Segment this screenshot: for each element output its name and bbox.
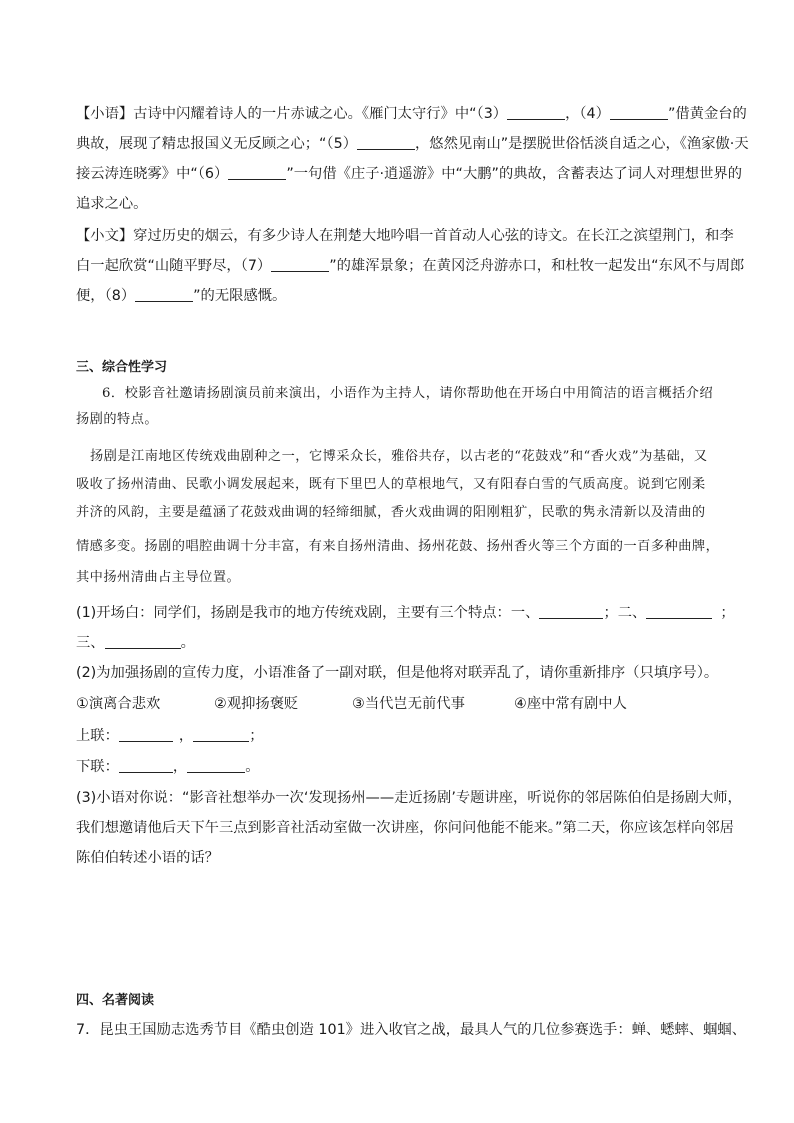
answer-blank-6[interactable] xyxy=(228,165,286,180)
lower-couplet-line xyxy=(76,757,259,777)
feature-blank-2[interactable] xyxy=(646,604,712,619)
answer-blank-8[interactable] xyxy=(135,287,193,302)
text: ，悠然见南山”是摆脱世俗恬淡自适之心，《渔家傲·天 xyxy=(415,136,749,152)
text: 下联： xyxy=(76,759,119,775)
xiaowen-line-3 xyxy=(76,286,286,306)
xiaoyu-line-1 xyxy=(76,104,747,124)
answer-blank-3[interactable] xyxy=(507,105,565,120)
sub-question-3-line-2: 我们想邀请他后天下午三点到影音社活动室做一次讲座，你问问他能不能来。”第二天，你应该怎样向邻居 xyxy=(76,820,734,836)
xiaowen-line-2 xyxy=(76,256,744,276)
text: ；二、 xyxy=(603,605,647,621)
xiaoyu-line-2 xyxy=(76,134,749,154)
section-4-heading: 四、名著阅读 xyxy=(76,993,155,1008)
text: 便，（8） xyxy=(76,288,136,304)
text: 。 xyxy=(245,759,260,775)
text: 三、 xyxy=(76,635,105,651)
couplet-option-1: ①演离合悲欢 xyxy=(76,696,161,712)
upper-blank-1[interactable] xyxy=(119,727,173,742)
text: 上联： xyxy=(76,728,119,744)
text: ， xyxy=(178,728,194,744)
text: ”的雄浑景象；在黄冈泛舟游赤口，和杜牧一起发出“东风不与周郎 xyxy=(329,258,745,274)
text: ； xyxy=(249,728,264,744)
q6-prompt-line-2: 扬剧的特点。 xyxy=(76,412,159,427)
section-3-heading: 三、综合性学习 xyxy=(76,360,168,375)
text: 典故，展现了精忠报国义无反顾之心；“（5） xyxy=(76,136,357,152)
text: ”一句借《庄子·逍遥游》中“大鹏”的典故，含蓄表达了词人对理想世界的 xyxy=(286,166,742,182)
text: (1)开场白：同学们，扬剧是我市的地方传统戏剧，主要有三个特点：一、 xyxy=(76,605,540,621)
answer-blank-4[interactable] xyxy=(610,105,668,120)
couplet-option-4: ④座中常有剧中人 xyxy=(514,696,627,712)
q6-prompt-line-1: 6．校影音社邀请扬剧演员前来演出，小语作为主持人，请你帮助他在开场白中用简洁的语言概括介绍 xyxy=(102,386,714,401)
text: ”借黄金台的 xyxy=(667,106,747,122)
lower-blank-1[interactable] xyxy=(119,758,173,773)
text: 白一起欣赏“山随平野尽，（7） xyxy=(76,258,272,274)
couplet-option-3: ③当代岂无前代事 xyxy=(352,696,465,712)
sub-question-1-line-1 xyxy=(76,603,735,623)
passage-line-5: 其中扬州清曲占主导位置。 xyxy=(76,570,241,585)
couplet-option-2: ②观抑扬褒贬 xyxy=(214,696,299,712)
text: ，（4） xyxy=(565,106,610,122)
text: ”的无限感慨。 xyxy=(193,288,287,304)
text: ， xyxy=(172,759,188,775)
text: ； xyxy=(720,605,735,621)
text: 【小语】古诗中闪耀着诗人的一片赤诚之心。《雁门太守行》中“（3） xyxy=(76,106,508,122)
xiaoyu-line-3 xyxy=(76,164,742,184)
q7-prompt: 7．昆虫王国励志选秀节目《酷虫创造 101》进入收官之战，最具人气的几位参赛选手：蝉、蟋蟀、蝈蝈、 xyxy=(76,1022,746,1038)
passage-line-4: 情感多变。扬剧的唱腔曲调十分丰富，有来自扬州清曲、扬州花鼓、扬州香火等三个方面的一百多种曲牌， xyxy=(76,539,720,554)
answer-blank-5[interactable] xyxy=(357,135,415,150)
passage-line-1: 扬剧是江南地区传统戏曲剧种之一，它博采众长，雅俗共存，以古老的“花鼓戏”和“香火戏”为基础，又 xyxy=(90,449,708,464)
answer-blank-7[interactable] xyxy=(271,257,329,272)
sub-question-3-line-3: 陈伯伯转述小语的话？ xyxy=(76,850,219,866)
sub-question-3-line-1: (3)小语对你说：“影音社想举办一次‘发现扬州——走近扬剧’专题讲座，听说你的邻居陈伯伯是扬剧大师， xyxy=(76,790,742,806)
lower-blank-2[interactable] xyxy=(187,758,245,773)
feature-blank-1[interactable] xyxy=(539,604,603,619)
upper-blank-2[interactable] xyxy=(193,727,249,742)
upper-couplet-line xyxy=(76,726,263,746)
xiaoyu-line-4: 追求之心。 xyxy=(76,196,148,212)
text: 接云涛连晓雾》中“（6） xyxy=(76,166,229,182)
xiaowen-line-1: 【小文】穿过历史的烟云，有多少诗人在荆楚大地吟唱一首首动人心弦的诗文。在长江之滨望荆门，和李 xyxy=(76,228,734,244)
sub-question-2: (2)为加强扬剧的宣传力度，小语准备了一副对联，但是他将对联弄乱了，请你重新排序（只填序号）。 xyxy=(76,665,719,681)
sub-question-1-line-2 xyxy=(76,633,195,653)
passage-line-2: 吸收了扬州清曲、民歌小调发展起来，既有下里巴人的草根地气，又有阳春白雪的气质高度。说到它刚柔 xyxy=(76,477,706,492)
feature-blank-3[interactable] xyxy=(105,634,181,649)
text: 。 xyxy=(180,635,195,651)
passage-line-3: 并济的风韵，主要是蕴涵了花鼓戏曲调的轻缔细腻，香火戏曲调的阳刚粗犷，民歌的隽永清新以及清曲的 xyxy=(76,505,706,520)
